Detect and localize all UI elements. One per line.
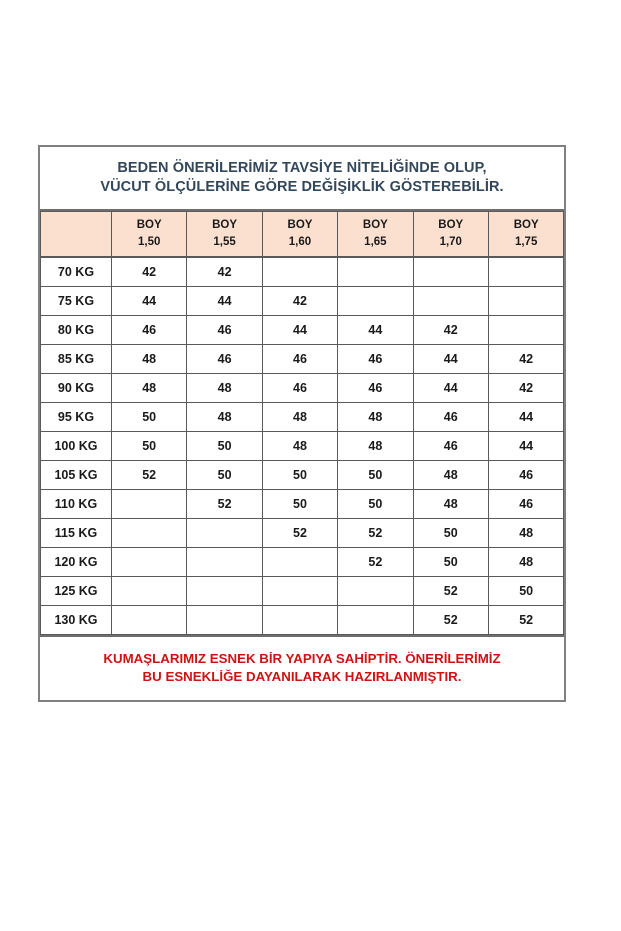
size-cell-r0-c5 [488,257,563,287]
column-header-4 [413,211,488,257]
size-cell-r12-c1 [187,605,262,634]
size-cell-r6-c2: 48 [262,431,337,460]
size-cell-r11-c1 [187,576,262,605]
row-label-11: 125 KG [41,576,112,605]
size-cell-r6-c3: 48 [338,431,413,460]
size-cell-r2-c0: 46 [112,315,187,344]
column-header-value-0: 1,50 [138,235,161,248]
column-header-word-3: BOY [362,218,388,231]
row-label-0: 70 KG [41,257,112,287]
column-header-2 [262,211,337,257]
column-header-value-5: 1,75 [514,235,538,248]
size-cell-r2-c5 [488,315,563,344]
column-header-value-2: 1,60 [288,235,312,248]
table-row [41,431,564,460]
size-cell-r11-c4: 52 [413,576,488,605]
column-header-word-1: BOY [212,218,238,231]
column-header-value-3: 1,65 [364,235,387,248]
size-cell-r1-c3 [338,286,413,315]
size-cell-r8-c5: 46 [488,489,563,518]
column-header-word-2: BOY [287,218,313,231]
size-cell-r5-c3: 48 [338,402,413,431]
table-row [41,460,564,489]
size-cell-r8-c0 [112,489,187,518]
size-cell-r10-c0 [112,547,187,576]
size-cell-r10-c5: 48 [488,547,563,576]
table-row [41,605,564,634]
size-cell-r12-c4: 52 [413,605,488,634]
size-cell-r9-c1 [187,518,262,547]
size-cell-r12-c2 [262,605,337,634]
size-cell-r9-c2: 52 [262,518,337,547]
size-cell-r11-c3 [338,576,413,605]
size-cell-r0-c0: 42 [112,257,187,287]
size-cell-r10-c4: 50 [413,547,488,576]
column-header-1 [187,211,262,257]
size-cell-r12-c3 [338,605,413,634]
size-cell-r1-c1: 44 [187,286,262,315]
size-cell-r7-c0: 52 [112,460,187,489]
size-cell-r4-c0: 48 [112,373,187,402]
size-cell-r0-c1: 42 [187,257,262,287]
size-cell-r3-c2: 46 [262,344,337,373]
table-row [41,315,564,344]
size-cell-r9-c3: 52 [338,518,413,547]
row-label-12: 130 KG [41,605,112,634]
chart-footer-line-2: BU ESNEKLİĞE DAYANILARAK HAZIRLANMIŞTIR. [142,668,462,684]
size-cell-r7-c5: 46 [488,460,563,489]
size-cell-r9-c5: 48 [488,518,563,547]
size-cell-r5-c2: 48 [262,402,337,431]
size-cell-r6-c4: 46 [413,431,488,460]
row-label-3: 85 KG [41,344,112,373]
size-cell-r2-c1: 46 [187,315,262,344]
chart-title-line-1: BEDEN ÖNERİLERİMİZ TAVSİYE NİTELİĞİNDE OLUP, [117,160,487,176]
size-cell-r11-c0 [112,576,187,605]
size-cell-r4-c3: 46 [338,373,413,402]
row-label-5: 95 KG [41,402,112,431]
size-cell-r2-c3: 44 [338,315,413,344]
size-chart-table [38,145,566,702]
grid-header [41,211,564,257]
row-label-9: 115 KG [41,518,112,547]
table-row [41,547,564,576]
size-cell-r7-c1: 50 [187,460,262,489]
size-cell-r6-c0: 50 [112,431,187,460]
size-cell-r10-c3: 52 [338,547,413,576]
size-cell-r5-c1: 48 [187,402,262,431]
table-row [41,286,564,315]
size-cell-r7-c2: 50 [262,460,337,489]
column-header-value-4: 1,70 [439,235,462,248]
header-row [41,211,564,257]
table-row [41,344,564,373]
size-cell-r5-c4: 46 [413,402,488,431]
table-row [41,576,564,605]
corner-cell [41,211,112,257]
table-row [41,373,564,402]
size-cell-r3-c4: 44 [413,344,488,373]
size-cell-r11-c5: 50 [488,576,563,605]
size-cell-r2-c2: 44 [262,315,337,344]
column-header-value-1: 1,55 [213,235,236,248]
row-label-6: 100 KG [41,431,112,460]
size-cell-r8-c1: 52 [187,489,262,518]
chart-footer-line-1: KUMAŞLARIMIZ ESNEK BİR YAPIYA SAHİPTİR. ÖNERİLERİMİZ [103,650,501,666]
size-cell-r10-c2 [262,547,337,576]
row-label-2: 80 KG [41,315,112,344]
column-header-0 [112,211,187,257]
size-cell-r3-c3: 46 [338,344,413,373]
size-cell-r4-c5: 42 [488,373,563,402]
size-cell-r0-c4 [413,257,488,287]
table-row [41,489,564,518]
size-cell-r3-c5: 42 [488,344,563,373]
size-cell-r5-c0: 50 [112,402,187,431]
size-cell-r12-c5: 52 [488,605,563,634]
size-cell-r5-c5: 44 [488,402,563,431]
size-cell-r4-c1: 48 [187,373,262,402]
size-cell-r6-c1: 50 [187,431,262,460]
row-label-4: 90 KG [41,373,112,402]
size-cell-r12-c0 [112,605,187,634]
size-cell-r8-c2: 50 [262,489,337,518]
size-cell-r1-c0: 44 [112,286,187,315]
column-header-word-4: BOY [438,218,464,231]
column-header-3 [338,211,413,257]
row-label-10: 120 KG [41,547,112,576]
size-cell-r8-c3: 50 [338,489,413,518]
table-row [41,257,564,287]
size-cell-r11-c2 [262,576,337,605]
size-cell-r3-c1: 46 [187,344,262,373]
size-cell-r1-c5 [488,286,563,315]
size-cell-r7-c4: 48 [413,460,488,489]
column-header-5 [488,211,563,257]
size-cell-r10-c1 [187,547,262,576]
size-cell-r4-c2: 46 [262,373,337,402]
size-cell-r8-c4: 48 [413,489,488,518]
row-label-1: 75 KG [41,286,112,315]
chart-title-band [40,147,564,211]
grid-body [41,257,564,635]
size-grid [40,211,564,635]
size-cell-r7-c3: 50 [338,460,413,489]
row-label-8: 110 KG [41,489,112,518]
size-cell-r4-c4: 44 [413,373,488,402]
table-row [41,402,564,431]
chart-title-line-2: VÜCUT ÖLÇÜLERİNE GÖRE DEĞİŞİKLİK GÖSTEREBİLİR. [100,179,504,196]
size-cell-r1-c2: 42 [262,286,337,315]
chart-footer-band [40,635,564,701]
row-label-7: 105 KG [41,460,112,489]
size-cell-r9-c4: 50 [413,518,488,547]
table-row [41,518,564,547]
column-header-word-0: BOY [136,218,162,231]
size-cell-r9-c0 [112,518,187,547]
size-cell-r0-c3 [338,257,413,287]
size-cell-r2-c4: 42 [413,315,488,344]
column-header-word-5: BOY [513,218,539,231]
size-cell-r0-c2 [262,257,337,287]
size-cell-r1-c4 [413,286,488,315]
size-cell-r6-c5: 44 [488,431,563,460]
size-cell-r3-c0: 48 [112,344,187,373]
